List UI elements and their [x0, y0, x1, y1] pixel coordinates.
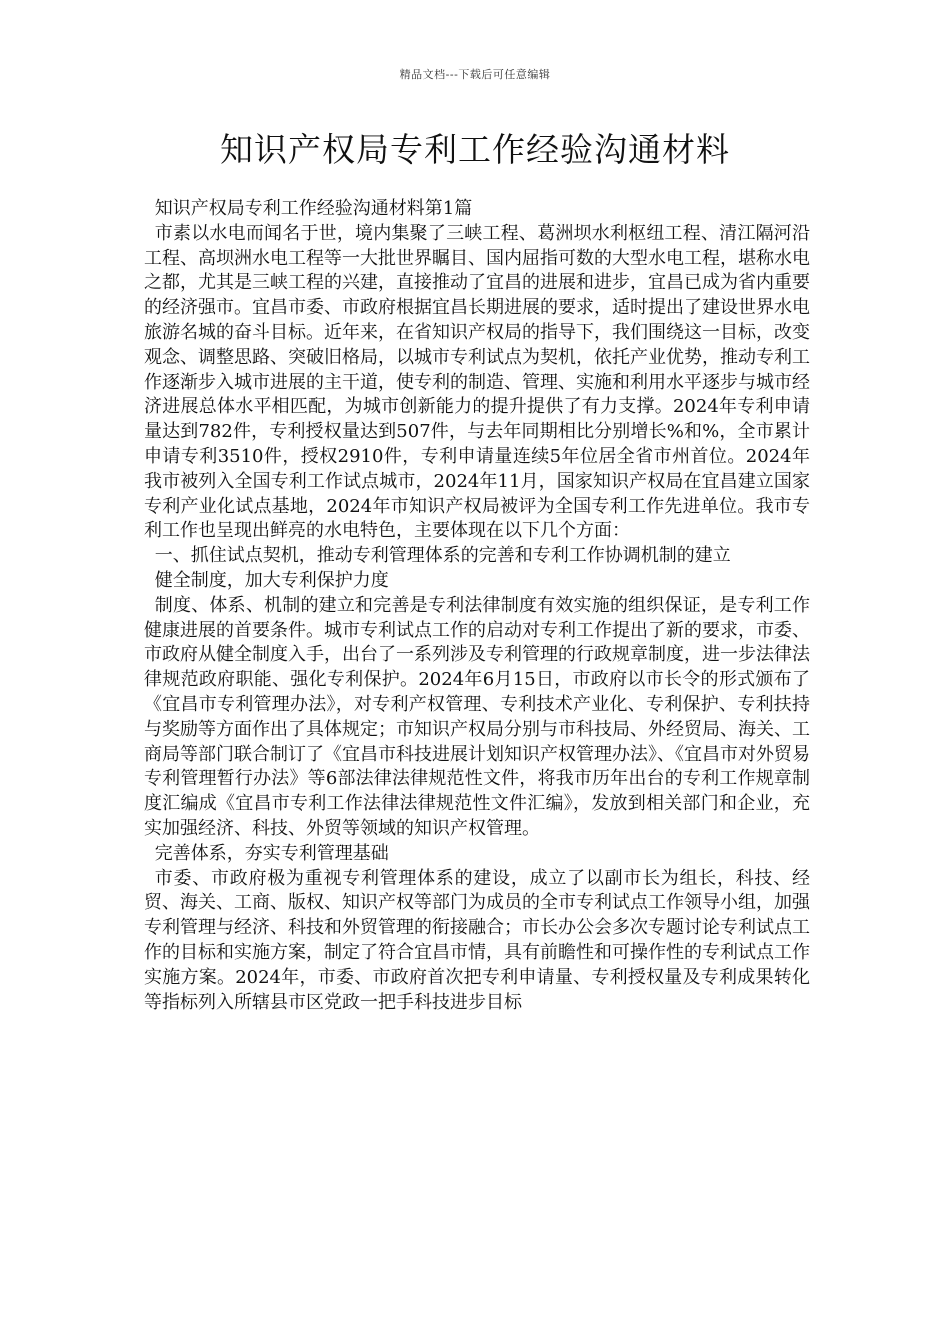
document-title: 知识产权局专利工作经验沟通材料: [220, 130, 730, 169]
section-1-heading: 一、抓住试点契机，推动专利管理体系的完善和专利工作协调机制的建立: [154, 545, 731, 567]
paragraph-1: 市素以水电而闻名于世，境内集聚了三峡工程、葛洲坝水利枢纽工程、清江隔河沿工程、高坝洲水电工程等一大批世界瞩目、国内屈指可数的大型水电工程，堪称水电之都，尤其是三峡工程的兴建，直接推动了宜昌的进展和进步，宜昌已成为省内重要的经济强市。宜昌市委、市政府根据宜昌长期进展的要求，适时提出了建设世界水电旅游名城的奋斗目标。近年来，在省知识产权局的指导下，我们围绕这一目标，改变观念、调整思路、突破旧格局，以城市专利试点为契机，依托产业优势，推动专利工作逐渐步入城市进展的主干道，使专利的制造、管理、实施和利用水平逐步与城市经济进展总体水平相匹配，为城市创新能力的提升提供了有力支撑。2024年专利申请量达到782件，专利授权量达到507件，与去年同期相比分别增长%和%，全市累计申请专利3510件，授权2910件，专利申请量连续5年位居全省市州首位。2024年我市被列入全国专利工作试点城市，2024年11月，国家知识产权局在宜昌建立国家专利产业化试点基地，2024年市知识产权局被评为全国专利工作先进单位。我市专利工作也呈现出鲜亮的水电特色，主要体现在以下几个方面：: [144, 222, 810, 542]
article-heading: 知识产权局专利工作经验沟通材料第1篇: [154, 198, 473, 219]
paragraph-3: 市委、市政府极为重视专利管理体系的建设，成立了以副市长为组长，科技、经贸、海关、工商、版权、知识产权等部门为成员的全市专利试点工作领导小组，加强专利管理与经济、科技和外贸管理的衔接融合；市长办公会多次专题讨论专利试点工作的目标和实施方案，制定了符合宜昌市情，具有前瞻性和可操作性的专利试点工作实施方案。2024年，市委、市政府首次把专利申请量、专利授权量及专利成果转化等指标列入所辖县市区党政一把手科技进步目标: [144, 867, 810, 1013]
document-body: [144, 197, 810, 1015]
paragraph-2: 制度、体系、机制的建立和完善是专利法律制度有效实施的组织保证，是专利工作健康进展的首要条件。城市专利试点工作的启动对专利工作提出了新的要求，市委、市政府从健全制度入手，出台了一系列涉及专利管理的行政规章制度，进一步法律法律规范政府职能、强化专利保护。2024年6月15日，市政府以市长令的形式颁布了《宜昌市专利管理办法》，对专利产权管理、专利技术产业化、专利保护、专利扶持与奖励等方面作出了具体规定；市知识产权局分别与市科技局、外经贸局、海关、工商局等部门联合制订了《宜昌市科技进展计划知识产权管理办法》、《宜昌市对外贸易专利管理暂行办法》等6部法律法律规范性文件，将我市历年出台的专利工作规章制度汇编成《宜昌市专利工作法律法律规范性文件汇编》，发放到相关部门和企业，充实加强经济、科技、外贸等领域的知识产权管理。: [144, 594, 810, 839]
subheading-1: 健全制度，加大专利保护力度: [154, 569, 389, 591]
subheading-2: 完善体系，夯实专利管理基础: [154, 842, 389, 864]
header-note: 精品文档---下载后可任意编辑: [399, 68, 551, 81]
